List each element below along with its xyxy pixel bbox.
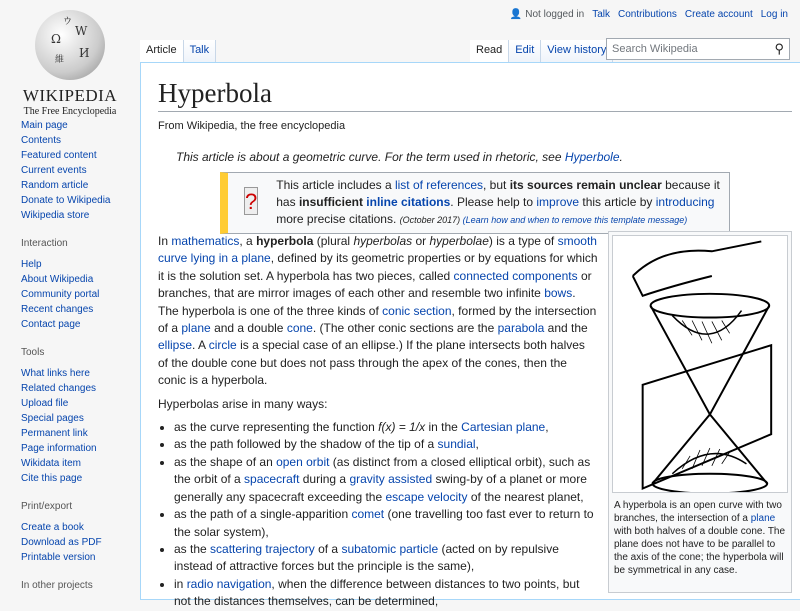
text-run: hyperbolae: [429, 234, 489, 248]
sidebar-item-community-portal[interactable]: Community portal: [21, 289, 100, 300]
glyph: ウ: [63, 17, 73, 27]
text-run: , defined by its geometric properties or by equations for which it is the solution set. A hyperbola has two pieces, called: [158, 251, 598, 283]
arise-paragraph: [158, 396, 598, 413]
inline-link[interactable]: ellipse: [158, 338, 193, 353]
text-run: This article is about a geometric curve. For the term used in rhetoric, see: [176, 150, 565, 164]
list-item: [174, 506, 598, 541]
personal-link-create-account[interactable]: Create account: [684, 9, 753, 20]
inline-link[interactable]: inline citations: [366, 195, 451, 209]
text-run: its sources remain unclear: [509, 178, 662, 192]
hatnote: [176, 150, 800, 164]
text-run: as the shape of an: [174, 454, 277, 469]
text-run: as the path of a single-apparition: [174, 507, 352, 522]
inline-link[interactable]: plane: [750, 513, 776, 524]
sidebar-heading[interactable]: In other projects: [21, 580, 93, 591]
view-tabs: [470, 40, 613, 63]
list-item: [174, 576, 598, 611]
list-item: [174, 419, 598, 436]
text-run: swing-by of a planet or more generally any spacecraft exceeding the: [174, 472, 587, 504]
text-run: , a: [239, 234, 257, 248]
glyph: И: [79, 46, 90, 60]
personal-link-log-in[interactable]: Log in: [760, 9, 788, 20]
text-run: during a: [299, 472, 350, 487]
text-run: (as distinct from a closed elliptical orbit), such as the orbit of a: [174, 454, 591, 487]
inline-link[interactable]: conic section: [382, 303, 452, 318]
text-run: as the path followed by the shadow of the tip of a: [174, 437, 438, 452]
text-run: A hyperbola is an open curve with two branches, the intersection of a: [614, 500, 782, 524]
sidebar-item-random-article[interactable]: Random article: [21, 180, 89, 191]
sidebar-item-main-page[interactable]: Main page: [21, 120, 68, 131]
sidebar-item-create-a-book[interactable]: Create a book: [21, 522, 84, 533]
inline-link[interactable]: parabola: [497, 321, 545, 336]
text-run: and the: [544, 321, 588, 336]
text-run: , formed by the intersection of a: [158, 303, 597, 336]
sidebar-item-page-information[interactable]: Page information: [21, 443, 97, 454]
text-run: is a special case of an ellipse.) If the plane intersects both halves of the double cone but does not pass through the apex of the cones, then the conic is a hyperbola.: [158, 338, 585, 388]
text-run: (acted on by repulsive instead of attractive forces but the principle is the same),: [174, 541, 559, 574]
sidebar-item-recent-changes[interactable]: Recent changes: [21, 304, 94, 315]
inline-link[interactable]: (Learn how and when to remove this template message): [462, 215, 688, 225]
article-body: [158, 233, 598, 611]
sidebar-heading[interactable]: Tools: [21, 347, 45, 358]
inline-link[interactable]: radio navigation: [186, 576, 272, 591]
inline-link[interactable]: scattering trajectory: [210, 541, 315, 556]
double-cone-illustration[interactable]: [612, 235, 788, 493]
search-placeholder: Search Wikipedia: [612, 43, 698, 55]
inline-link[interactable]: mathematics: [171, 234, 240, 248]
personal-tools: [502, 9, 788, 20]
text-run: with both halves of a double cone. The plane does not have to be parallel to the axis of the cone; the hyperbola will be symmetrical in any case.: [614, 526, 786, 576]
tab-edit[interactable]: Edit: [509, 40, 541, 63]
wordmark: WIKIPEDIA: [22, 86, 118, 105]
sidebar-item-about-wikipedia[interactable]: About Wikipedia: [21, 274, 94, 285]
sidebar-heading[interactable]: Print/export: [21, 501, 73, 512]
text-run: In: [158, 234, 172, 248]
search-icon[interactable]: ⚲: [774, 41, 784, 56]
search-input[interactable]: [606, 38, 790, 60]
site-sub: From Wikipedia, the free encyclopedia: [158, 120, 346, 132]
sidebar-item-what-links-here[interactable]: What links here: [21, 368, 90, 379]
sidebar-item-printable-version[interactable]: Printable version: [21, 552, 96, 563]
thumbnail-caption: [612, 496, 788, 580]
inline-link[interactable]: subatomic particle: [341, 541, 439, 556]
inline-link[interactable]: improve: [536, 195, 580, 209]
inline-link[interactable]: circle: [208, 338, 237, 353]
inline-link[interactable]: smooth curve lying in a plane: [158, 234, 597, 266]
sidebar-item-cite-this-page[interactable]: Cite this page: [21, 473, 83, 484]
inline-link[interactable]: Cartesian plane: [461, 420, 546, 435]
list-item: [174, 436, 598, 453]
text-run: Hyperbolas arise in many ways:: [158, 396, 328, 411]
text-run: (plural: [313, 234, 354, 248]
inline-link[interactable]: gravity assisted: [349, 472, 433, 487]
inline-link[interactable]: introducing: [655, 195, 715, 209]
personal-link-talk[interactable]: Talk: [592, 9, 610, 20]
text-run: hyperbolas: [353, 234, 413, 248]
sidebar-item-current-events[interactable]: Current events: [21, 165, 87, 176]
inline-link[interactable]: connected components: [453, 268, 578, 283]
glyph: Ω: [51, 32, 61, 46]
text-run: and a double: [210, 321, 287, 336]
sidebar-heading[interactable]: Interaction: [21, 238, 68, 249]
sidebar-item-upload-file[interactable]: Upload file: [21, 398, 69, 409]
tab-talk[interactable]: Talk: [184, 40, 217, 63]
sidebar-item-featured-content[interactable]: Featured content: [21, 150, 97, 161]
notice-text: [276, 177, 723, 229]
text-run: (October 2017): [399, 215, 463, 225]
tab-read[interactable]: Read: [470, 40, 509, 63]
inline-link[interactable]: bows: [544, 286, 573, 301]
intro-paragraph: [158, 233, 598, 390]
text-run: . A: [192, 338, 209, 353]
inline-link[interactable]: escape velocity: [385, 489, 468, 504]
wikipedia-logo[interactable]: [18, 10, 122, 117]
sidebar-item-related-changes[interactable]: Related changes: [21, 383, 97, 394]
sidebar-item-contents[interactable]: Contents: [21, 135, 62, 146]
glyph: 維: [55, 55, 65, 65]
text-run: this article by: [579, 195, 656, 209]
sidebar-item-wikidata-item[interactable]: Wikidata item: [21, 458, 82, 469]
inline-link[interactable]: spacecraft: [244, 472, 300, 487]
sidebar-item-permanent-link[interactable]: Permanent link: [21, 428, 88, 439]
glyph: W: [75, 24, 88, 38]
sidebar: [21, 118, 136, 599]
inline-link[interactable]: open orbit: [276, 454, 330, 469]
list-item: [174, 541, 598, 576]
text-run: as the curve representing the function: [174, 420, 379, 435]
text-run: This article includes a: [276, 178, 395, 192]
page-title: Hyperbola: [158, 78, 792, 112]
text-run: ,: [545, 420, 549, 435]
inline-link[interactable]: sundial: [437, 437, 476, 452]
text-run: f(x) = 1/x: [378, 420, 426, 435]
text-run: hyperbola: [256, 234, 314, 248]
sidebar-item-help[interactable]: Help: [21, 259, 42, 270]
not-logged-in: Not logged in: [525, 9, 585, 20]
personal-link-contributions[interactable]: Contributions: [618, 9, 677, 20]
tagline: The Free Encyclopedia: [23, 106, 117, 117]
user-icon: 👤: [509, 9, 523, 20]
sidebar-item-download-as-pdf[interactable]: Download as PDF: [21, 537, 102, 548]
text-run: ,: [475, 437, 479, 452]
content: [140, 62, 800, 609]
text-run: or: [412, 234, 430, 248]
text-run: (one travelling too fast ever to return to the solar system),: [174, 507, 594, 539]
inline-link[interactable]: Hyperbole: [564, 150, 620, 164]
text-run: . The hyperbola is one of the three kinds of: [158, 286, 576, 318]
text-run: as the: [174, 541, 211, 556]
text-run: , but: [483, 178, 510, 192]
text-run: in: [174, 576, 187, 591]
text-run: . Please help to: [450, 195, 537, 209]
namespace-tabs: [140, 40, 216, 63]
text-run: . (The other conic sections are the: [312, 321, 498, 336]
sidebar-item-wikipedia-store[interactable]: Wikipedia store: [21, 210, 90, 221]
text-run: of the nearest planet,: [467, 489, 584, 504]
tab-article[interactable]: Article: [140, 40, 184, 63]
sidebar-item-donate-to-wikipedia[interactable]: Donate to Wikipedia: [21, 195, 111, 206]
question-icon: ?: [245, 189, 258, 214]
thumbnail: [608, 231, 792, 593]
text-run: insufficient: [298, 195, 367, 209]
refimprove-notice: [220, 172, 730, 234]
uses-list: [158, 419, 598, 610]
text-run: or branches, that are mirror images of each other and resemble two infinite: [158, 268, 592, 301]
text-run: more precise citations.: [276, 212, 400, 226]
inline-link[interactable]: list of references: [394, 178, 484, 192]
tab-view-history[interactable]: View history: [541, 40, 613, 63]
sidebar-item-contact-page[interactable]: Contact page: [21, 319, 81, 330]
list-item: [174, 454, 598, 506]
text-run: of a: [314, 541, 342, 556]
inline-link[interactable]: plane: [181, 321, 211, 336]
text-run: ) is a type of: [488, 234, 558, 248]
globe-icon: [35, 10, 105, 80]
sidebar-item-special-pages[interactable]: Special pages: [21, 413, 84, 424]
text-run: .: [619, 150, 623, 164]
text-run: in the: [425, 420, 462, 435]
inline-link[interactable]: cone: [286, 321, 313, 336]
text-run: because it has: [276, 178, 720, 209]
inline-link[interactable]: comet: [351, 507, 385, 522]
text-run: , when the difference between distances to two points, but not the distances themselves, can be determined,: [174, 576, 580, 609]
